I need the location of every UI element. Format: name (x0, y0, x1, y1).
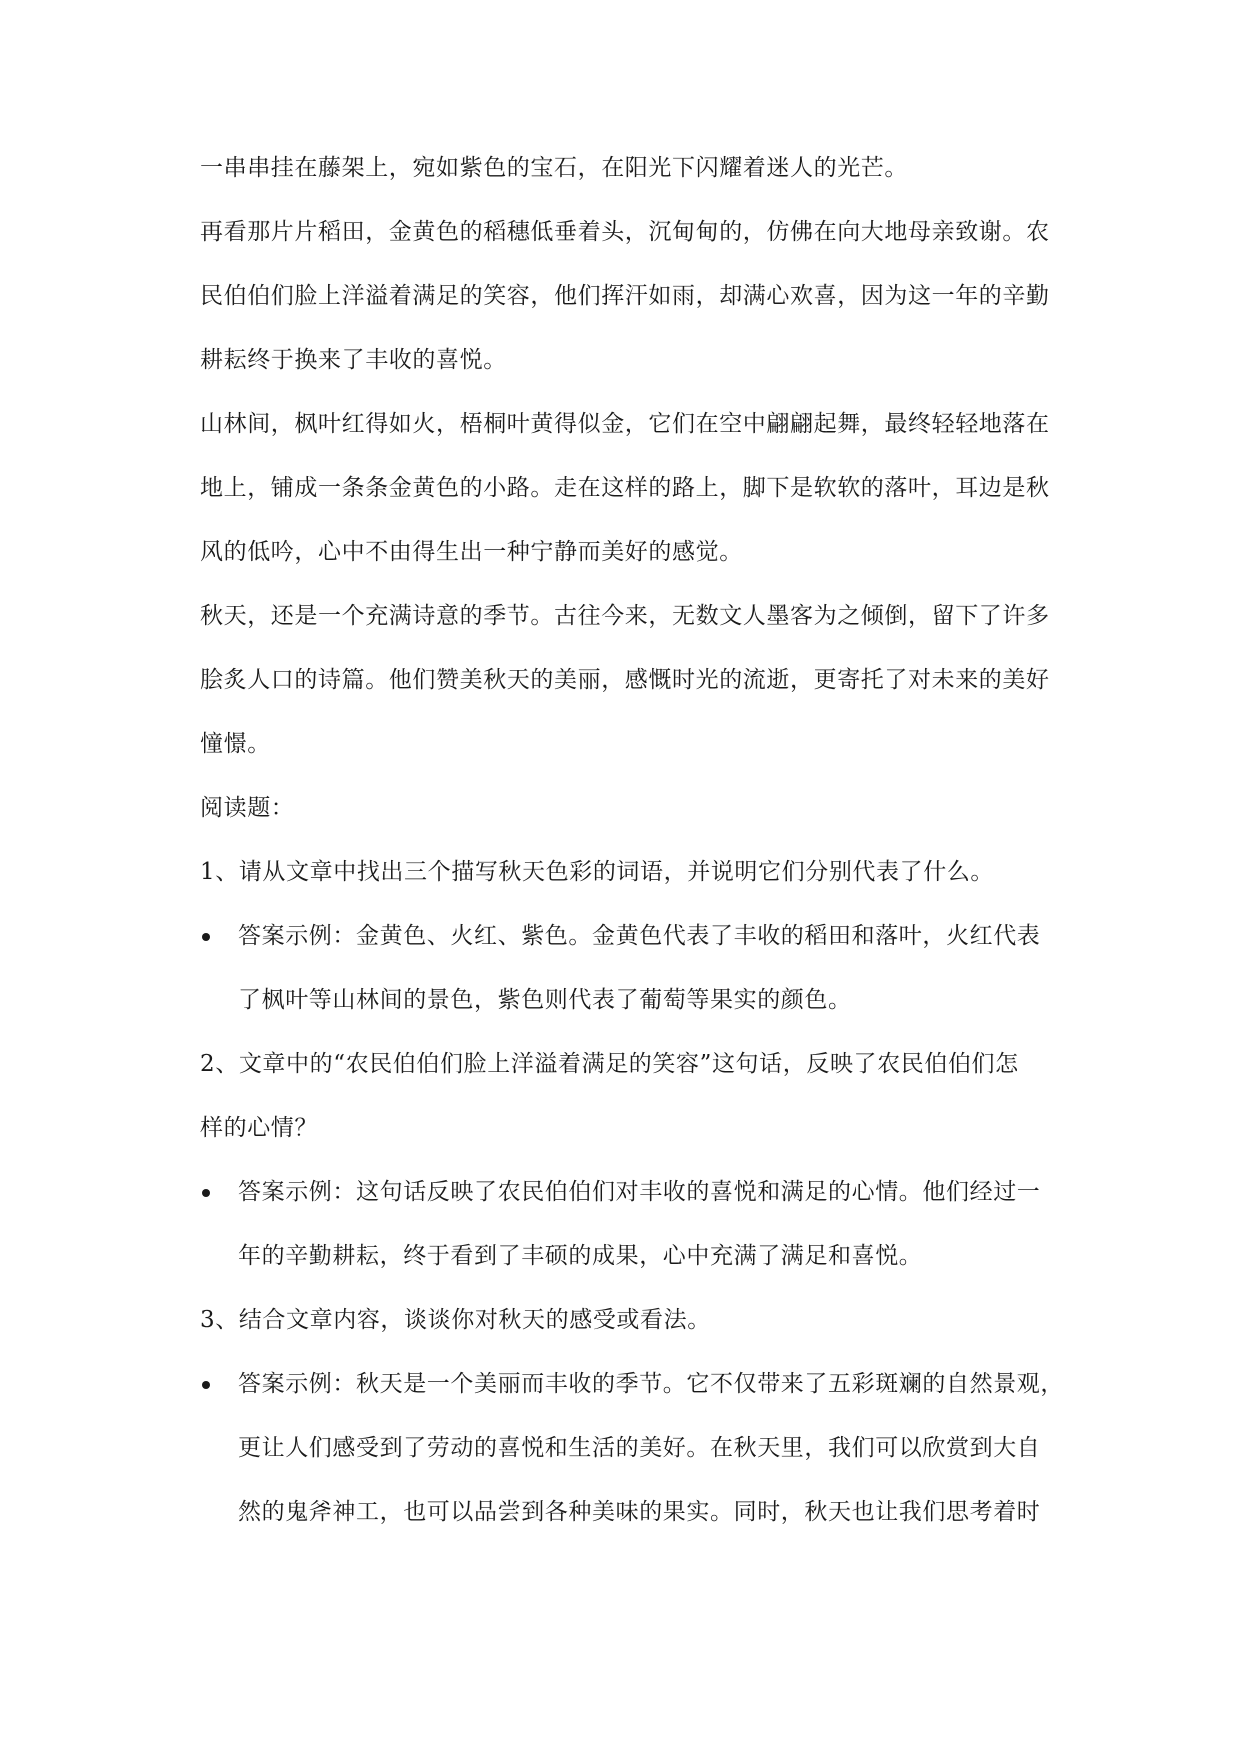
question-line: 样的心情？ (200, 1115, 318, 1141)
text-line: 风的低吟，心中不由得生出一种宁静而美好的感觉。 (200, 539, 743, 565)
paragraph-3 (200, 392, 1100, 584)
paragraph-4 (200, 584, 1100, 776)
question-2 (200, 1032, 1100, 1160)
question-line: 2、文章中的“农民伯伯们脸上洋溢着满足的笑容”这句话，反映了农民伯伯们怎 (200, 1051, 1019, 1077)
text-line: 再看那片片稻田，金黄色的稻穗低垂着头，沉甸甸的，仿佛在向大地母亲致谢。农 (200, 219, 1050, 245)
answer-text: 年的辛勤耕耘，终于看到了丰硕的成果，心中充满了满足和喜悦。 (238, 1243, 923, 1269)
answer-line (200, 1224, 1100, 1288)
text-line: 一串串挂在藤架上，宛如紫色的宝石，在阳光下闪耀着迷人的光芒。 (200, 155, 908, 181)
text-line: 憧憬。 (200, 731, 271, 757)
bullet-icon (202, 1189, 210, 1197)
bullet-icon (202, 933, 210, 941)
answer-line (200, 1416, 1100, 1480)
answer-text: 更让人们感受到了劳动的喜悦和生活的美好。在秋天里，我们可以欣赏到大自 (238, 1435, 1041, 1461)
paragraph-2 (200, 200, 1100, 392)
answer-text: 答案示例：金黄色、火红、紫色。金黄色代表了丰收的稻田和落叶，火红代表 (238, 923, 1041, 949)
question-3 (200, 1288, 1100, 1352)
answer-line (200, 904, 1100, 968)
reading-heading: 阅读题： (200, 795, 295, 821)
answer-text: 然的鬼斧神工，也可以品尝到各种美味的果实。同时，秋天也让我们思考着时 (238, 1499, 1041, 1525)
text-line: 地上，铺成一条条金黄色的小路。走在这样的路上，脚下是软软的落叶，耳边是秋 (200, 475, 1050, 501)
answer-1 (200, 904, 1100, 1032)
question-1 (200, 840, 1100, 904)
answer-line (200, 968, 1100, 1032)
text-line: 脍炙人口的诗篇。他们赞美秋天的美丽，感慨时光的流逝，更寄托了对未来的美好 (200, 667, 1050, 693)
answer-3 (200, 1352, 1100, 1544)
answer-text: 答案示例：这句话反映了农民伯伯们对丰收的喜悦和满足的心情。他们经过一 (238, 1179, 1041, 1205)
text-line: 耕耘终于换来了丰收的喜悦。 (200, 347, 507, 373)
answer-2 (200, 1160, 1100, 1288)
bullet-icon (202, 1381, 210, 1389)
document-page (200, 136, 1100, 1544)
answer-line (200, 1352, 1100, 1416)
question-line: 3、结合文章内容，谈谈你对秋天的感受或看法。 (200, 1307, 711, 1333)
question-line: 1、请从文章中找出三个描写秋天色彩的词语，并说明它们分别代表了什么。 (200, 859, 995, 885)
text-line: 山林间，枫叶红得如火，梧桐叶黄得似金，它们在空中翩翩起舞，最终轻轻地落在 (200, 411, 1050, 437)
answer-line (200, 1160, 1100, 1224)
answer-line (200, 1480, 1100, 1544)
answer-text: 答案示例：秋天是一个美丽而丰收的季节。它不仅带来了五彩斑斓的自然景观， (238, 1371, 1064, 1397)
text-line: 民伯伯们脸上洋溢着满足的笑容，他们挥汗如雨，却满心欢喜，因为这一年的辛勤 (200, 283, 1050, 309)
answer-text: 了枫叶等山林间的景色，紫色则代表了葡萄等果实的颜色。 (238, 987, 852, 1013)
paragraph-1 (200, 136, 1100, 200)
text-line: 秋天，还是一个充满诗意的季节。古往今来，无数文人墨客为之倾倒，留下了许多 (200, 603, 1050, 629)
